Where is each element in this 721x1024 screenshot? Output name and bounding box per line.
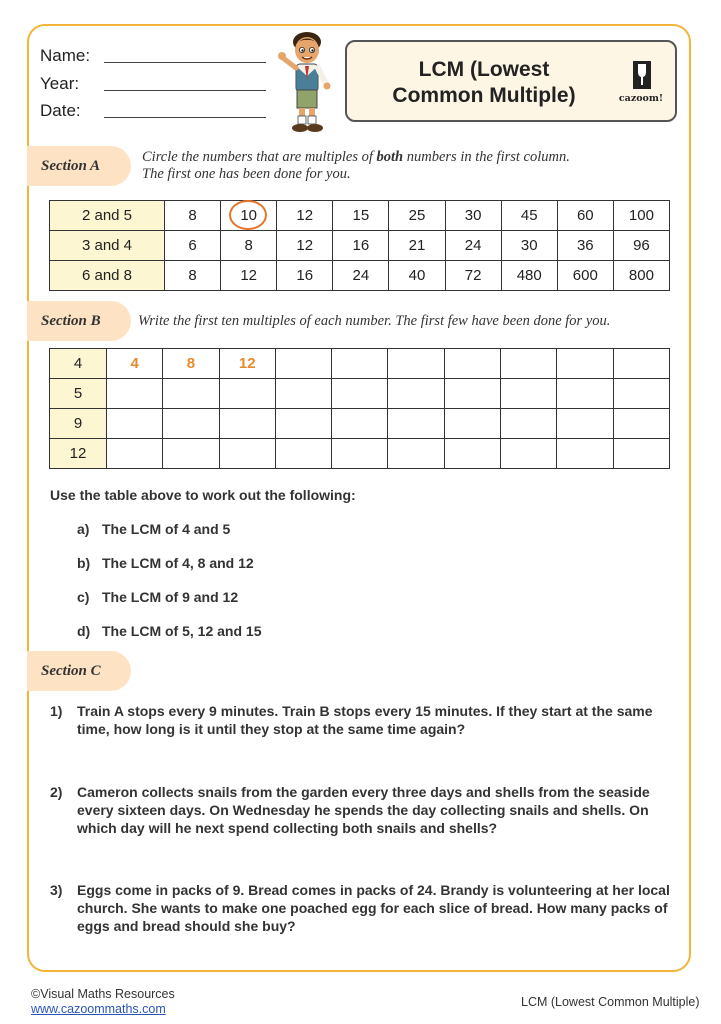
section-b-answer-cell[interactable] xyxy=(557,439,613,469)
section-a-number-cell[interactable]: 25 xyxy=(389,201,445,231)
section-a-number-cell[interactable]: 12 xyxy=(221,261,277,291)
section-a-number-cell[interactable]: 96 xyxy=(613,231,669,261)
section-b-prompt: Use the table above to work out the following: xyxy=(50,487,356,503)
section-a-number-cell[interactable]: 8 xyxy=(165,201,221,231)
section-b-answer-cell[interactable] xyxy=(163,439,219,469)
section-b-answer-cell[interactable] xyxy=(332,379,388,409)
section-b-row xyxy=(50,349,670,379)
section-a-number-cell[interactable]: 16 xyxy=(333,231,389,261)
section-b-answer-cell[interactable] xyxy=(501,409,557,439)
section-b-answer-cell[interactable] xyxy=(275,349,331,379)
section-a-row-header: 6 and 8 xyxy=(50,261,165,291)
section-b-instruction: Write the first ten multiples of each number. The first few have been done for you. xyxy=(138,313,611,329)
section-b-answer-cell[interactable] xyxy=(332,409,388,439)
section-b-example-cell: 8 xyxy=(163,349,219,379)
date-label: Date: xyxy=(40,101,81,120)
section-b-answer-cell[interactable] xyxy=(613,409,669,439)
section-a-number-cell[interactable]: 72 xyxy=(445,261,501,291)
word-problem-3: 3) Eggs come in packs of 9. Bread comes in packs of 24. Brandy is volunteering at her local church. She wants to make one poached egg for each slice of bread. How many packs of eggs and bread should she buy? xyxy=(50,882,670,934)
section-b-row-header: 12 xyxy=(50,439,107,469)
section-a-row xyxy=(50,231,670,261)
section-a-number-cell[interactable]: 40 xyxy=(389,261,445,291)
section-b-answer-cell[interactable] xyxy=(557,409,613,439)
section-a-number-cell[interactable]: 30 xyxy=(445,201,501,231)
section-b-row xyxy=(50,439,670,469)
word-problem-1: 1) Train A stops every 9 minutes. Train B stops every 15 minutes. If they start at the same time, how long is it until they stop at the same time again? xyxy=(50,703,653,737)
section-b-answer-cell[interactable] xyxy=(163,379,219,409)
lcm-question-text: The LCM of 4 and 5 xyxy=(102,521,231,537)
section-b-answer-cell[interactable] xyxy=(219,439,275,469)
section-a-number-cell[interactable]: 10 xyxy=(221,201,277,231)
lcm-question-letter: d) xyxy=(77,623,91,639)
section-a-number-cell[interactable]: 480 xyxy=(501,261,557,291)
section-b-answer-cell[interactable] xyxy=(219,379,275,409)
section-a-row xyxy=(50,201,670,231)
cartoon-boy-illustration xyxy=(274,28,340,138)
section-b-answer-cell[interactable] xyxy=(107,379,163,409)
date-field[interactable] xyxy=(104,117,266,118)
section-b-answer-cell[interactable] xyxy=(557,349,613,379)
section-a-number-cell[interactable]: 16 xyxy=(277,261,333,291)
section-b-answer-cell[interactable] xyxy=(163,409,219,439)
section-a-number-cell[interactable]: 45 xyxy=(501,201,557,231)
section-b-example-cell: 12 xyxy=(219,349,275,379)
footer-copyright: ©Visual Maths Resources xyxy=(31,987,175,1001)
section-b-row xyxy=(50,409,670,439)
lcm-question-letter: c) xyxy=(77,589,90,605)
section-a-number-cell[interactable]: 15 xyxy=(333,201,389,231)
section-b-answer-cell[interactable] xyxy=(444,409,500,439)
footer-topic: LCM (Lowest Common Multiple) xyxy=(521,995,700,1009)
section-a-number-cell[interactable]: 12 xyxy=(277,201,333,231)
word-problem-2: 2) Cameron collects snails from the garden every three days and shells from the seaside every sixteen days. On Wednesday he spends the day collecting snails and shells. On which day will he next spend collecting both snails and shells? xyxy=(50,784,650,836)
section-a-tab: Section A xyxy=(27,146,131,186)
section-a-table xyxy=(49,200,670,291)
section-a-number-cell[interactable]: 24 xyxy=(333,261,389,291)
section-a-number-cell[interactable]: 600 xyxy=(557,261,613,291)
section-b-answer-cell[interactable] xyxy=(613,349,669,379)
section-b-answer-cell[interactable] xyxy=(107,439,163,469)
answer-circle-mark xyxy=(229,200,267,230)
section-b-answer-cell[interactable] xyxy=(107,409,163,439)
section-b-answer-cell[interactable] xyxy=(613,379,669,409)
year-label: Year: xyxy=(40,74,80,93)
lcm-question-text: The LCM of 9 and 12 xyxy=(102,589,239,605)
section-a-number-cell[interactable]: 21 xyxy=(389,231,445,261)
section-b-answer-cell[interactable] xyxy=(388,409,444,439)
section-b-row-header: 5 xyxy=(50,379,107,409)
section-a-number-cell[interactable]: 12 xyxy=(277,231,333,261)
cazoom-logo-text: cazoom! xyxy=(618,93,664,104)
section-a-number-cell[interactable]: 100 xyxy=(613,201,669,231)
section-b-answer-cell[interactable] xyxy=(501,439,557,469)
section-c-tab: Section C xyxy=(27,651,131,691)
section-b-answer-cell[interactable] xyxy=(557,379,613,409)
section-b-answer-cell[interactable] xyxy=(275,409,331,439)
section-a-row-header: 2 and 5 xyxy=(50,201,165,231)
section-b-table xyxy=(49,348,670,469)
section-a-instruction: Circle the numbers that are multiples of both numbers in the first column. The first one has been done for you. xyxy=(142,149,570,182)
section-b-answer-cell[interactable] xyxy=(275,439,331,469)
section-b-answer-cell[interactable] xyxy=(444,439,500,469)
section-a-number-cell[interactable]: 24 xyxy=(445,231,501,261)
name-field[interactable] xyxy=(104,62,266,63)
section-b-answer-cell[interactable] xyxy=(388,349,444,379)
lcm-question-letter: b) xyxy=(77,555,91,571)
section-b-answer-cell[interactable] xyxy=(501,349,557,379)
section-b-row-header: 9 xyxy=(50,409,107,439)
footer-website-link[interactable]: www.cazoommaths.com xyxy=(31,1002,166,1016)
section-b-row xyxy=(50,379,670,409)
worksheet-title: LCM (Lowest Common Multiple) xyxy=(392,58,576,107)
section-a-row xyxy=(50,261,670,291)
section-b-tab: Section B xyxy=(27,301,131,341)
section-a-row-header: 3 and 4 xyxy=(50,231,165,261)
lcm-question-text: The LCM of 4, 8 and 12 xyxy=(102,555,254,571)
section-a-number-cell[interactable]: 30 xyxy=(501,231,557,261)
section-b-answer-cell[interactable] xyxy=(332,349,388,379)
section-a-number-cell[interactable]: 800 xyxy=(613,261,669,291)
title-box xyxy=(345,40,677,122)
lcm-question-text: The LCM of 5, 12 and 15 xyxy=(102,623,262,639)
name-label: Name: xyxy=(40,46,91,65)
section-a-number-cell[interactable]: 36 xyxy=(557,231,613,261)
section-b-answer-cell[interactable] xyxy=(444,349,500,379)
section-b-answer-cell[interactable] xyxy=(501,379,557,409)
lcm-question-letter: a) xyxy=(77,521,90,537)
year-field[interactable] xyxy=(104,90,266,91)
section-b-answer-cell[interactable] xyxy=(219,409,275,439)
section-a-number-cell[interactable]: 60 xyxy=(557,201,613,231)
section-b-answer-cell[interactable] xyxy=(332,439,388,469)
section-b-answer-cell[interactable] xyxy=(388,379,444,409)
section-b-answer-cell[interactable] xyxy=(388,439,444,469)
section-b-answer-cell[interactable] xyxy=(613,439,669,469)
section-b-answer-cell[interactable] xyxy=(275,379,331,409)
section-b-example-cell: 4 xyxy=(107,349,163,379)
section-a-number-cell[interactable]: 8 xyxy=(221,231,277,261)
section-b-row-header: 4 xyxy=(50,349,107,379)
section-b-answer-cell[interactable] xyxy=(444,379,500,409)
section-a-number-cell[interactable]: 6 xyxy=(165,231,221,261)
section-a-number-cell[interactable]: 8 xyxy=(165,261,221,291)
cazoom-logo-icon xyxy=(632,61,652,89)
